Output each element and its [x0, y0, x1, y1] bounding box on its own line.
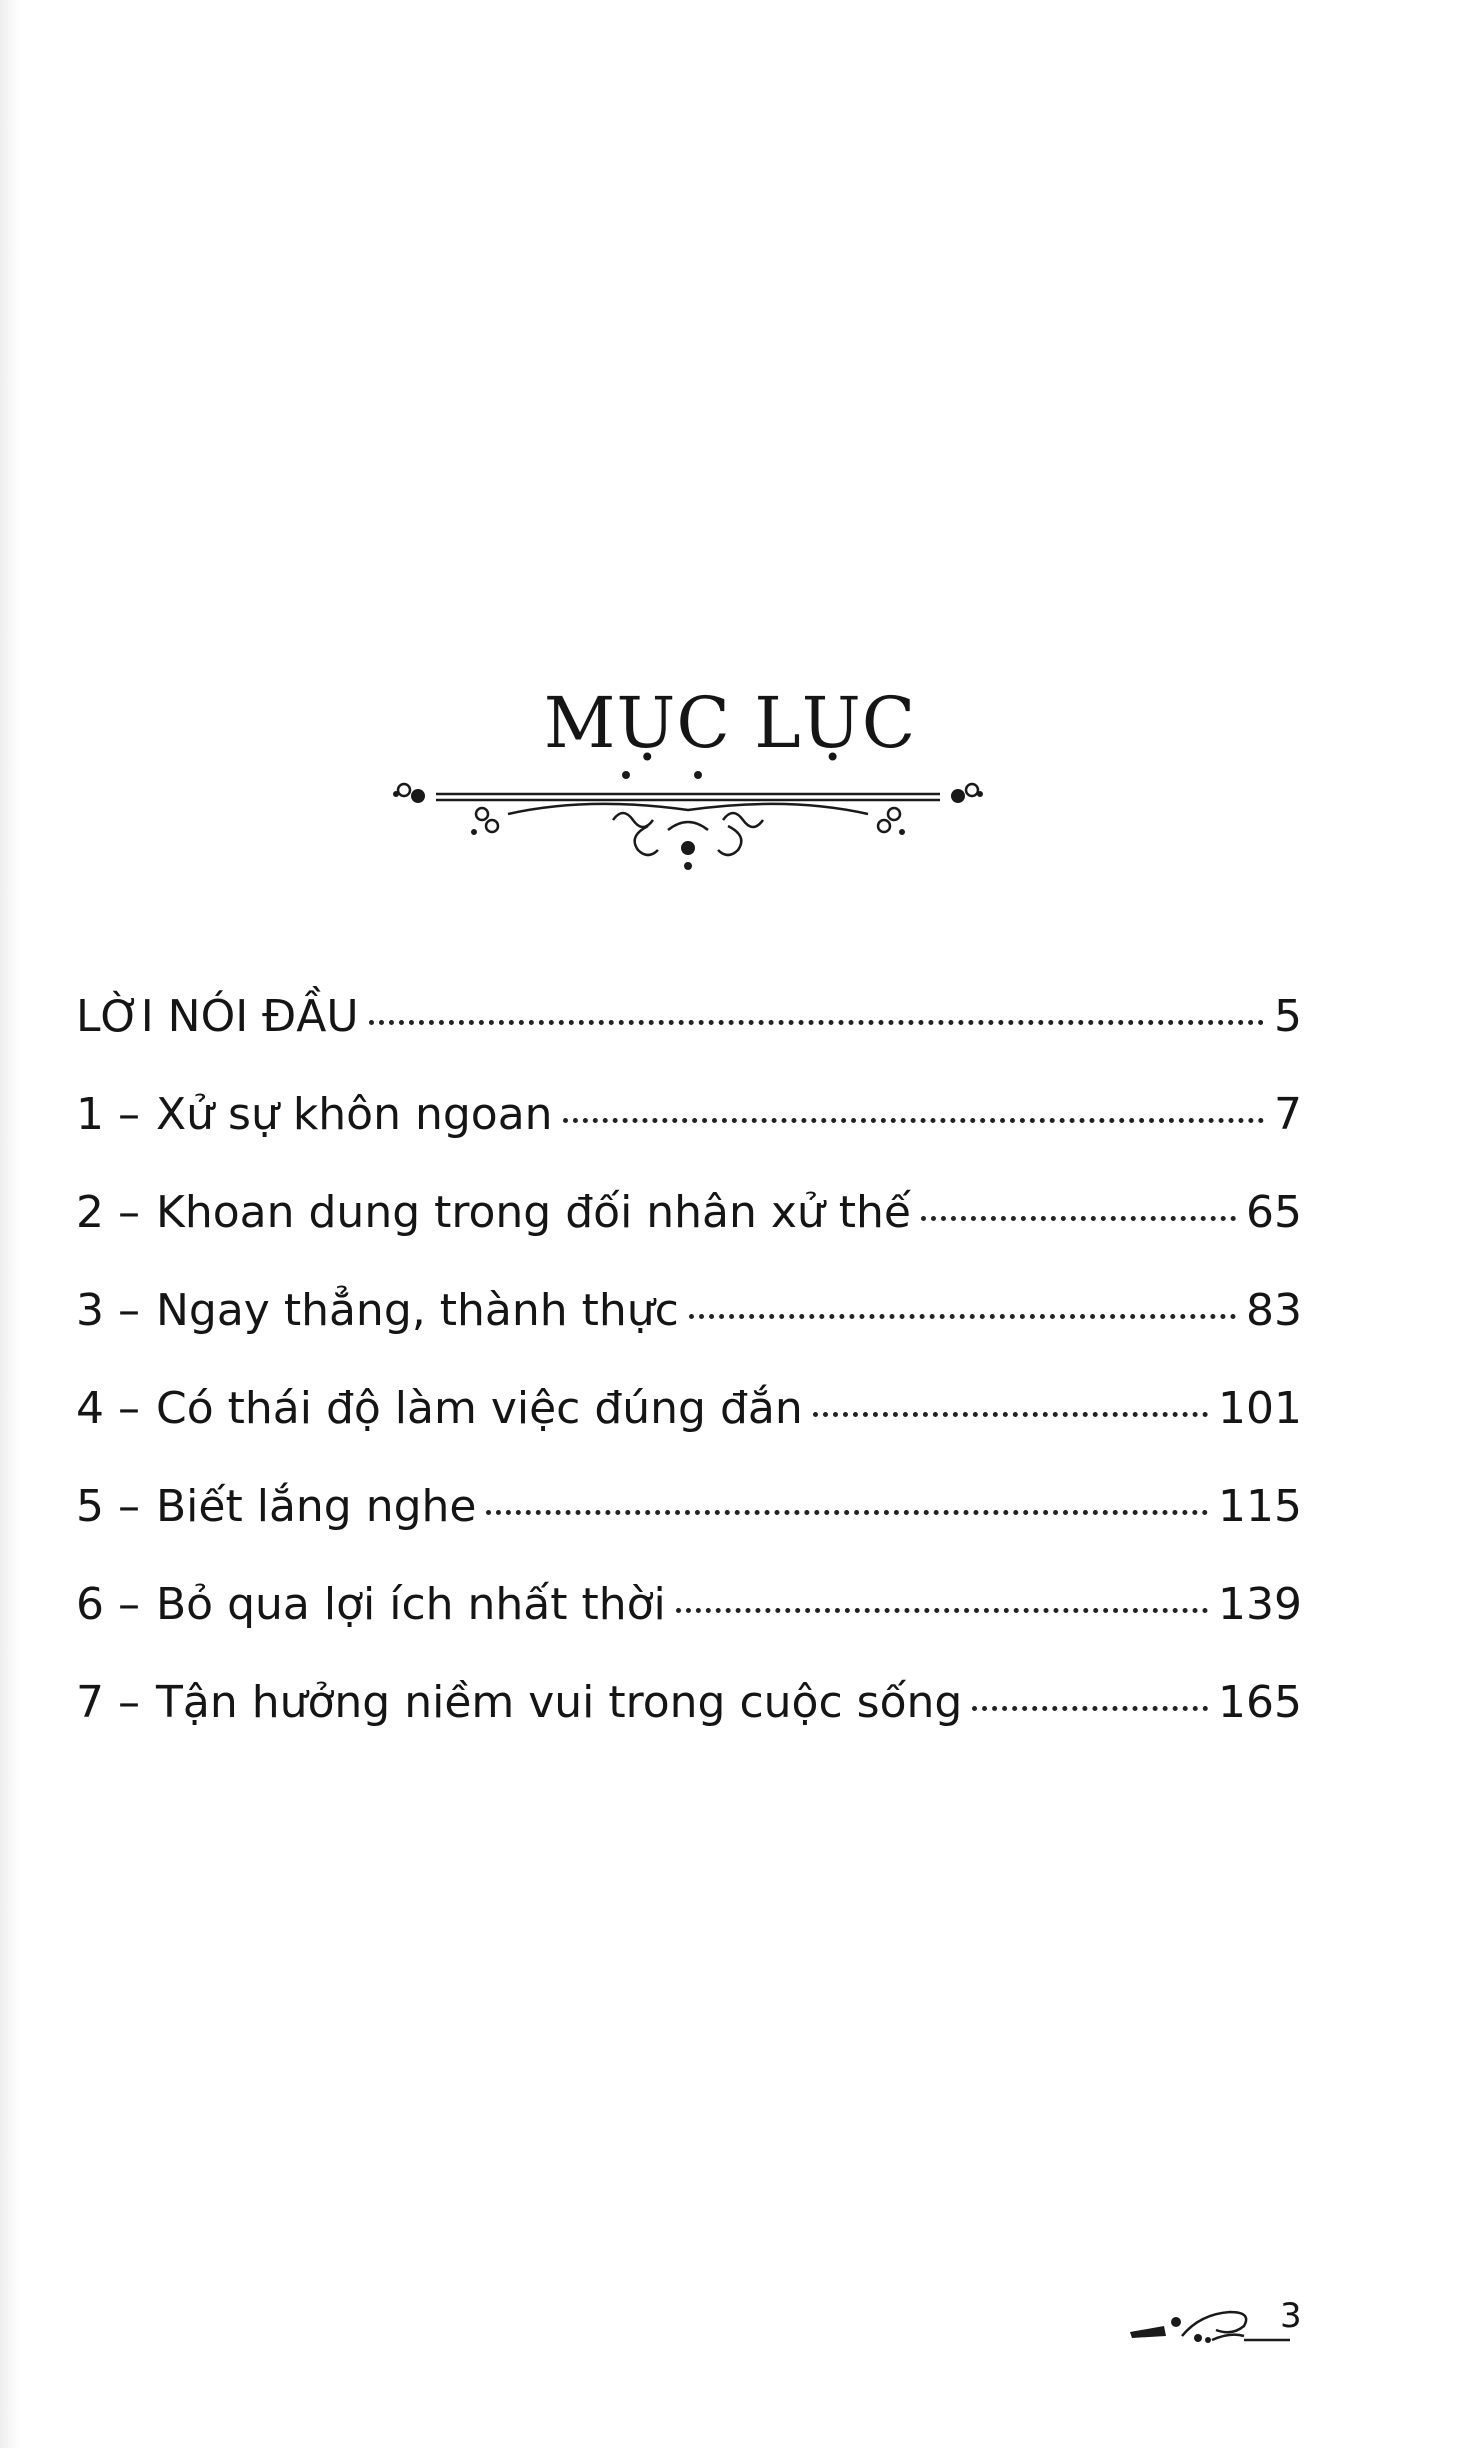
- toc-entry-page: 5: [1274, 991, 1302, 1042]
- page-title: MỤC LỤC: [543, 682, 917, 764]
- toc-entry-7[interactable]: [76, 1677, 1302, 1779]
- toc-entry-label: Có thái độ làm việc đúng đắn: [156, 1383, 803, 1434]
- toc-dot-leader: [972, 1706, 1208, 1711]
- toc-dot-leader: [921, 1216, 1236, 1221]
- toc-entry-label: Tận hưởng niềm vui trong cuộc sống: [156, 1677, 963, 1728]
- toc-entry-preface[interactable]: [76, 991, 1302, 1093]
- toc-dot-leader: [689, 1314, 1236, 1319]
- toc-entry-number: 1 –: [76, 1089, 140, 1140]
- toc-entry-page: 101: [1218, 1383, 1302, 1434]
- toc-entry-number: 6 –: [76, 1579, 140, 1630]
- toc-entry-number: 7 –: [76, 1677, 140, 1728]
- toc-entry-label: Biết lắng nghe: [156, 1481, 477, 1532]
- toc-entry-number: 2 –: [76, 1187, 140, 1238]
- toc-entry-page: 7: [1274, 1089, 1302, 1140]
- toc-entry-label: Ngay thẳng, thành thực: [156, 1285, 679, 1336]
- toc-entry-1[interactable]: [76, 1089, 1302, 1191]
- toc-entry-page: 115: [1218, 1481, 1302, 1532]
- toc-entry-6[interactable]: [76, 1579, 1302, 1681]
- toc-entry-page: 83: [1246, 1285, 1302, 1336]
- page-edge: [0, 0, 22, 2448]
- toc-entry-number: 3 –: [76, 1285, 140, 1336]
- title-ornament-icon: [388, 770, 988, 890]
- toc-entry-label: Khoan dung trong đối nhân xử thế: [156, 1187, 912, 1238]
- page-number: 3: [1280, 2296, 1302, 2336]
- toc-entry-3[interactable]: [76, 1285, 1302, 1387]
- table-of-contents: [76, 991, 1302, 1779]
- toc-entry-page: 139: [1218, 1579, 1302, 1630]
- toc-dot-leader: [486, 1510, 1208, 1515]
- toc-entry-page: 65: [1246, 1187, 1302, 1238]
- toc-entry-number: 5 –: [76, 1481, 140, 1532]
- toc-entry-number: 4 –: [76, 1383, 140, 1434]
- toc-dot-leader: [813, 1412, 1208, 1417]
- toc-entry-2[interactable]: [76, 1187, 1302, 1289]
- toc-entry-4[interactable]: [76, 1383, 1302, 1485]
- toc-entry-label: Bỏ qua lợi ích nhất thời: [156, 1579, 666, 1630]
- toc-entry-page: 165: [1218, 1677, 1302, 1728]
- toc-entry-5[interactable]: [76, 1481, 1302, 1583]
- toc-dot-leader: [369, 1020, 1264, 1025]
- toc-dot-leader: [676, 1608, 1208, 1613]
- toc-entry-label: Xử sự khôn ngoan: [156, 1089, 553, 1140]
- toc-entry-label: LỜI NÓI ĐẦU: [76, 991, 359, 1042]
- toc-dot-leader: [563, 1118, 1264, 1123]
